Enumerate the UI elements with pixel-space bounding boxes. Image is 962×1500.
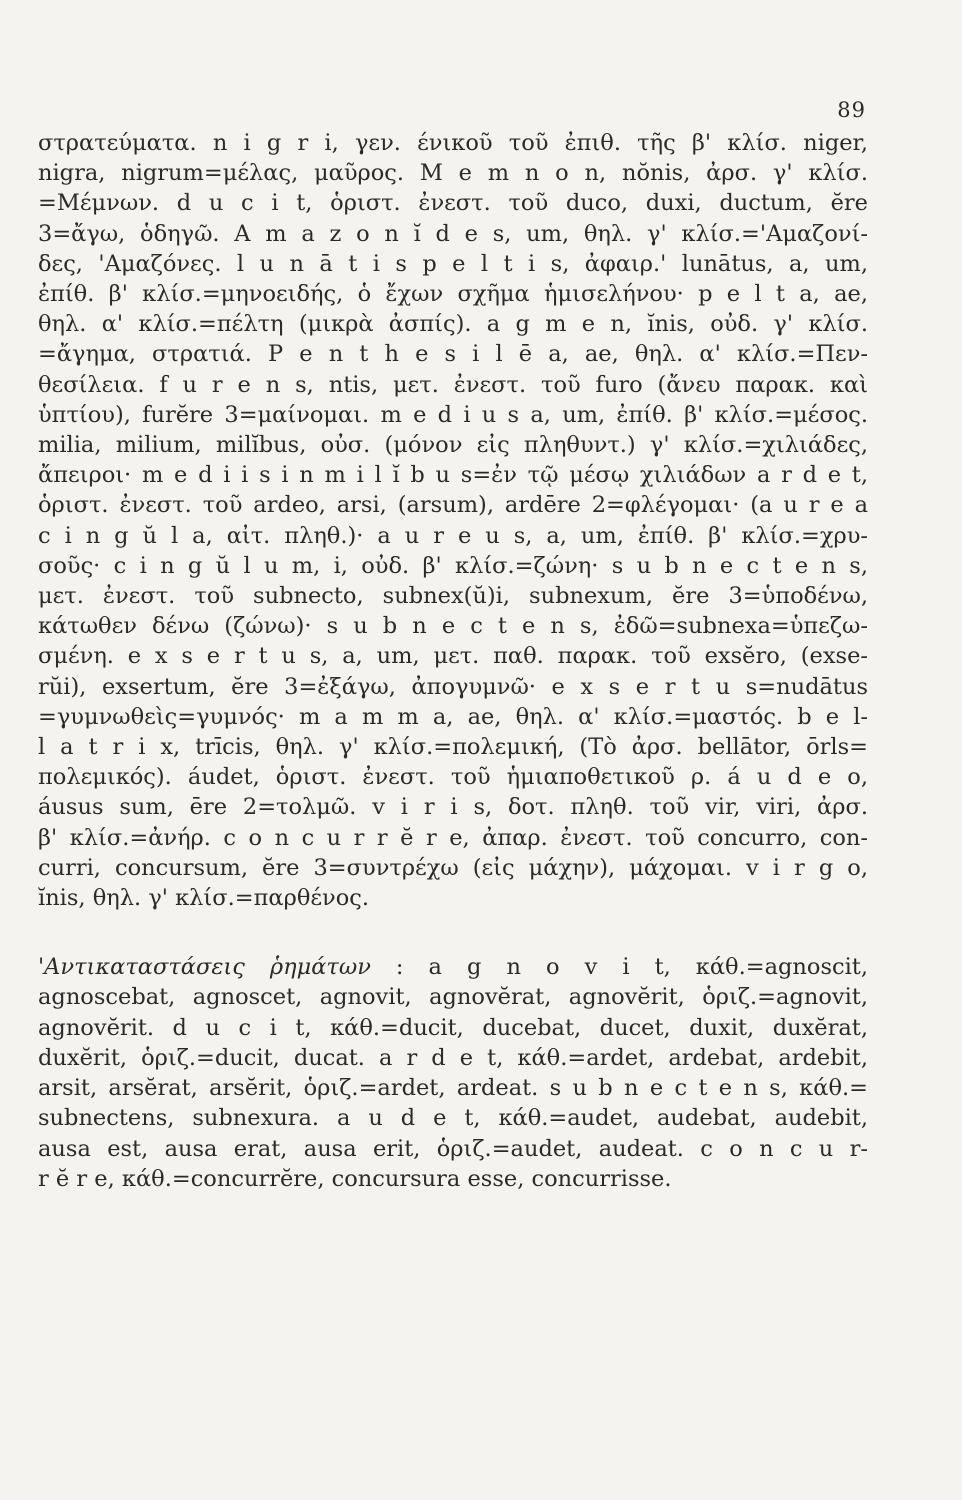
text-line: ὑπτίου), furĕre 3=μαίνομαι. m e d i u s a, um, ἐπίθ. β' κλίσ.=μέσος. xyxy=(38,401,868,428)
text-line: 3=ἄγω, ὁδηγῶ. A m a z o n ĭ d e s, um, θηλ. γ' κλίσ.='Αμαζονί- xyxy=(38,220,868,247)
text-line: στρατεύματα. n i g r i, γεν. ένικοῦ τοῦ ἐπιθ. τῆς β' κλίσ. niger, xyxy=(38,130,868,156)
text-line: β' κλίσ.=ἀνήρ. c o n c u r r ĕ r e, ἀπαρ. ἐνεστ. τοῦ concurro, con- xyxy=(38,824,868,851)
text-line: ἄπειροι· m e d i i s i n m i l ĭ b u s=ἐν τῷ μέσῳ χιλιάδων a r d e t, xyxy=(38,462,868,489)
text-line: r ĕ r e, κάθ.=concurrĕre, concursura esse, concurrisse. xyxy=(38,1165,672,1192)
section-heading: 'Αντικαταστάσεις ῥημάτων xyxy=(38,954,371,981)
text-line: ἐπίθ. β' κλίσ.=μηνοειδής, ὁ ἔχων σχῆμα ἡμισελήνου· p e l t a, ae, xyxy=(38,281,868,308)
text-line: nigra, nigrum=μέλας, μαῦρος. M e m n o n, nŏnis, ἀρσ. γ' κλίσ. xyxy=(38,160,868,187)
text-line: l a t r i x, trīcis, θηλ. γ' κλίσ.=πολεμική, (Τὸ ἀρσ. bellātor, ōrls= xyxy=(38,734,868,761)
page-number: 89 xyxy=(837,98,866,122)
text-line: δες, 'Αμαζόνες. l u n ā t i s p e l t i s, ἀφαιρ.' lunātus, a, um, xyxy=(38,250,868,277)
text-line xyxy=(38,952,868,982)
text-line: κάτωθεν δένω (ζώνω)· s u b n e c t e n s, ἐδῶ=subnexa=ὑπεζω- xyxy=(38,613,868,640)
commentary-paragraph xyxy=(38,128,868,913)
text-line: ausa est, ausa erat, ausa erit, ὁριζ.=audet, audeat. c o n c u r- xyxy=(38,1135,868,1162)
text-line: πολεμικός). áudet, ὁριστ. ἐνεστ. τοῦ ἡμιαποθετικοῦ ρ. á u d e o, xyxy=(38,764,868,791)
section-gap xyxy=(38,913,868,952)
text-line: rŭi), exsertum, ĕre 3=ἐξάγω, ἀπογυμνῶ· e x s e r t u s=nudātus xyxy=(38,673,868,700)
text-line-rest: : a g n o v i t, κάθ.=agnoscit, xyxy=(395,954,868,981)
text-line: milia, milium, milĭbus, οὐσ. (μόνον εἰς πληθυντ.) γ' κλίσ.=χιλιάδες, xyxy=(38,432,868,459)
text-line: ĭnis, θηλ. γ' κλίσ.=παρθένος. xyxy=(38,885,370,912)
text-line: σμένη. e x s e r t u s, a, um, μετ. παθ. παρακ. τοῦ exsĕro, (exse- xyxy=(38,643,868,670)
text-line: agnoscebat, agnoscet, agnovit, agnovĕrat, agnovĕrit, ὁριζ.=agnovit, xyxy=(38,984,868,1011)
text-line: =γυμνωθεὶς=γυμνός· m a m m a, ae, θηλ. α' κλίσ.=μαστός. b e l- xyxy=(38,703,868,730)
text-line: curri, concursum, ĕre 3=συντρέχω (εἰς μάχην), μάχομαι. v i r g o, xyxy=(38,854,868,881)
text-line: θηλ. α' κλίσ.=πέλτη (μικρὰ ἀσπίς). a g m e n, ĭnis, οὐδ. γ' κλίσ. xyxy=(38,311,868,338)
text-line: agnovĕrit. d u c i t, κάθ.=ducit, ducebat, ducet, duxit, duxĕrat, xyxy=(38,1014,868,1041)
text-line: c i n g ŭ l a, αἰτ. πληθ.)· a u r e u s, a, um, ἐπίθ. β' κλίσ.=χρυ- xyxy=(38,522,868,549)
text-line: duxĕrit, ὁριζ.=ducit, ducat. a r d e t, κάθ.=ardet, ardebat, ardebit, xyxy=(38,1044,868,1071)
text-line: θεσίλεια. f u r e n s, ntis, μετ. ἐνεστ. τοῦ furo (ἄνευ παρακ. καὶ xyxy=(38,371,868,398)
text-line: áusus sum, ēre 2=τολμῶ. v i r i s, δοτ. πληθ. τοῦ vir, viri, ἀρσ. xyxy=(38,794,868,821)
text-line: =Μέμνων. d u c i t, ὁριστ. ἐνεστ. τοῦ duco, duxi, ductum, ĕre xyxy=(38,190,868,217)
text-line: arsit, arsĕrat, arsĕrit, ὁριζ.=ardet, ardeat. s u b n e c t e n s, κάθ.= xyxy=(38,1075,868,1102)
verb-substitutions-paragraph xyxy=(38,952,868,1194)
text-line: =ἄγημα, στρατιά. P e n t h e s i l ē a, ae, θηλ. α' κλίσ.=Πεν- xyxy=(38,341,868,368)
page-body xyxy=(38,128,868,1194)
text-line: subnectens, subnexura. a u d e t, κάθ.=audet, audebat, audebit, xyxy=(38,1105,868,1132)
text-line: ὁριστ. ἐνεστ. τοῦ ardeo, arsi, (arsum), ardēre 2=φλέγομαι· (a u r e a xyxy=(38,492,868,519)
text-line: σοῦς· c i n g ŭ l u m, i, οὐδ. β' κλίσ.=ζώνη· s u b n e c t e n s, xyxy=(38,552,868,579)
text-line: μετ. ἐνεστ. τοῦ subnecto, subnex(ŭ)i, subnexum, ĕre 3=ὑποδένω, xyxy=(38,583,868,610)
